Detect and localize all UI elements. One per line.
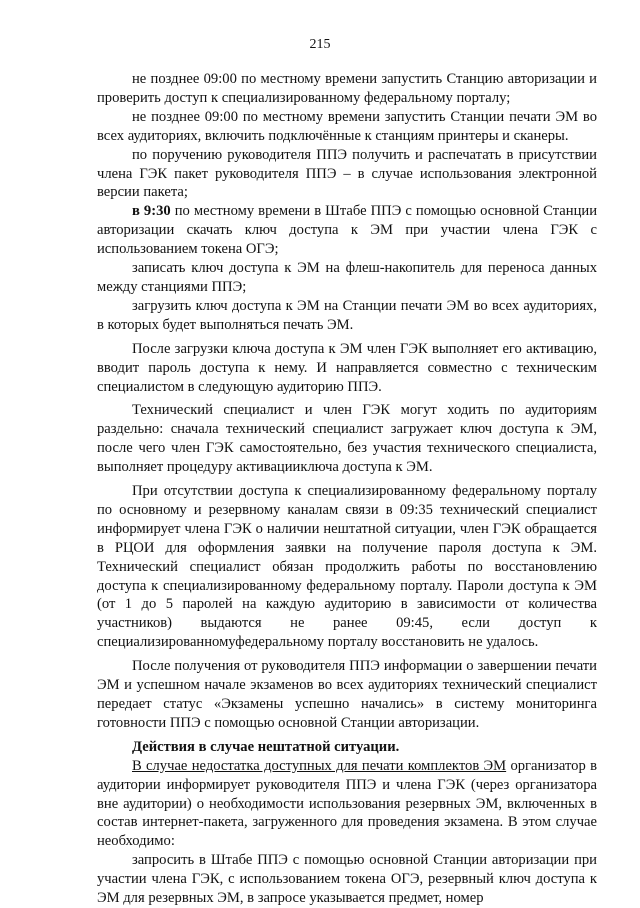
paragraph <box>97 757 597 852</box>
paragraph: не позднее 09:00 по местному времени запустить Станцию авторизации и проверить доступ к специализированному федеральному порталу; <box>97 71 597 106</box>
page-number: 215 <box>309 37 331 52</box>
paragraph: запросить в Штабе ППЭ с помощью основной Станции авторизации при участии члена ГЭК, с использованием токена ОГЭ, резервный ключ доступа к ЭМ для резервных ЭМ, в запросе указывается предмет, номер <box>97 852 597 907</box>
section-heading: Действия в случае нештатной ситуации. <box>132 738 400 755</box>
paragraph: по поручению руководителя ППЭ получить и распечатать в присутствии члена ГЭК пакет руководителя ППЭ – в случае использования электронной версии пакета; <box>97 146 597 201</box>
paragraph: После загрузки ключа доступа к ЭМ член ГЭК выполняет его активацию, вводит пароль доступа к нему. И направляется совместно с техническим специалистом в следующую аудиторию ППЭ. <box>97 340 597 395</box>
paragraph-text: по местному времени в Штабе ППЭ с помощью основной Станции авторизации скачать ключ доступа к ЭМ при участии члена ГЭК с использованием токена ОГЭ; <box>97 203 597 258</box>
paragraph: загрузить ключ доступа к ЭМ на Станции печати ЭМ во всех аудиториях, в которых будет выполняться печать ЭМ. <box>97 297 597 333</box>
paragraph: записать ключ доступа к ЭМ на флеш-накопитель для переноса данных между станциями ППЭ; <box>97 260 597 295</box>
paragraph-text: организатор в аудитории информирует руководителя ППЭ и члена ГЭК (через организатора вне аудитории) о необходимости использования резервных ЭМ, включенных в состав интернет-пакета, загруженного для проведения экзамена. В этом случае необходимо: <box>97 757 597 850</box>
underlined-lead: В случае недостатка доступных для печати комплектов ЭМ <box>132 757 507 774</box>
paragraph: не позднее 09:00 по местному времени запустить Станции печати ЭМ во всех аудиториях, включить подключённые к станциям принтеры и сканеры. <box>97 108 597 144</box>
document-body <box>97 70 597 908</box>
paragraph <box>97 202 597 259</box>
paragraph: Технический специалист и член ГЭК могут ходить по аудиториям раздельно: сначала технический специалист загружает ключ доступа к ЭМ, после чего член ГЭК самостоятельно, без участия технического специалиста, выполняет процедуру активацииключа доступа к ЭМ. <box>97 402 597 476</box>
paragraph: При отсутствии доступа к специализированному федеральному порталу по основному и резервному каналам связи в 09:35 технический специалист информирует члена ГЭК о наличии нештатной ситуации, член ГЭК обращается в РЦОИ для оформления заявки на получение пароля доступа к ЭМ. Технический специалист обязан продолжить работы по восстановлению доступа к специализированному федеральному порталу. Пароли доступа к ЭМ (от 1 до 5 паролей на каждую аудиторию в зависимости от количества участников) выдаются не ранее 09:45, если доступ к специализированномуфедеральному порталу восстановить не удалось. <box>97 483 597 651</box>
paragraph: После получения от руководителя ППЭ информации о завершении печати ЭМ и успешном начале экзаменов во всех аудиториях технический специалист передает статус «Экзамены успешно начались» в систему мониторинга готовности ППЭ с помощью основной Станции авторизации. <box>97 658 597 731</box>
bold-time: в 9:30 <box>132 203 171 220</box>
